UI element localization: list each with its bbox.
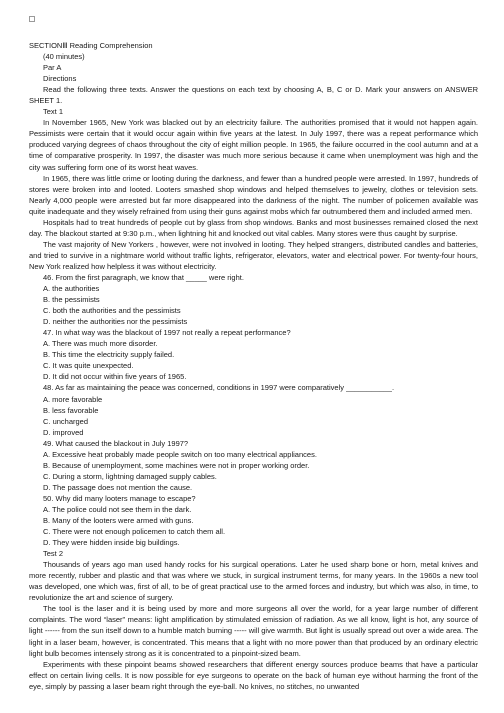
page-corner-mark [29, 16, 35, 22]
answer-option: C. uncharged [43, 416, 89, 426]
answer-option: A. There was much more disorder. [43, 339, 158, 349]
question-stem: 50. Why did many looters manage to escape? [43, 493, 196, 503]
part-label: Par A [43, 63, 62, 73]
text2-paragraph: Thousands of years ago man used handy rocks for his surgical operations. Later he used sharp bone or horn, metal knives and more recently, rubber and plastic and that was where we stuck, in surgical instrument terms, for many years. In the 1960s a new tool was developed, one which was, first of all, to be of great practical use to the armed forces and industry, but which was also, in time, to revolutionize the art and science of surgery. [29, 560, 478, 603]
answer-option: A. The police could not see them in the dark. [43, 504, 192, 514]
section-title: SECTIONⅢ Reading Comprehension [29, 41, 153, 50]
question-stem: 48. As far as maintaining the peace was concerned, conditions in 1997 were comparatively ___________. [43, 383, 395, 393]
answer-option: A. Excessive heat probably made people switch on too many electrical appliances. [43, 449, 317, 459]
question-stem: 49. What caused the blackout in July 1997? [43, 438, 189, 448]
text1-heading: Text 1 [43, 107, 64, 117]
answer-option: B. less favorable [43, 405, 99, 415]
answer-option: C. both the authorities and the pessimists [43, 306, 181, 316]
directions-text: Read the following three texts. Answer the questions on each text by choosing A, B, C or D. Mark your answers on ANSWER SHEET 1. [29, 85, 478, 106]
answer-option: B. the pessimists [43, 295, 100, 305]
answer-option: C. There were not enough policemen to catch them all. [43, 527, 226, 537]
answer-option: A. more favorable [43, 394, 103, 404]
answer-option: D. It did not occur within five years of 1965. [43, 372, 187, 382]
answer-option: D. They were hidden inside big buildings. [43, 538, 180, 548]
text1-paragraph: In November 1965, New York was blacked out by an electricity failure. The authorities promised that it would not happen again. Pessimists were certain that it would occur again within five years at the latest. In July 1997, there was a repeat performance which produced varying degrees of chaos throughout the city of eight million people. In 1965, the failure occurred in the cool autumn and at a time of comparative prosperity. In 1997, the disaster was much more serious because it came when unemployment was high and the city was suffering form one of its worst heat waves. [29, 118, 478, 172]
text2-heading: Test 2 [43, 549, 64, 559]
answer-option: C. During a storm, lightning damaged supply cables. [43, 471, 217, 481]
question-stem: 46. From the first paragraph, we know that _____ were right. [43, 272, 244, 282]
directions-heading: Directions [43, 74, 77, 84]
answer-option: D. The passage does not mention the cause. [43, 482, 193, 492]
answer-option: B. Because of unemployment, some machines were not in proper working order. [43, 460, 310, 470]
time-limit: (40 minutes) [43, 52, 85, 62]
text2-paragraph: The tool is the laser and it is being used by more and more surgeons all over the world, for a year large number of different complaints. The word “laser” means: light amplification by stimulated emission of radiation. As we all know, light is hot, any source of light ------ from the sun itself down to a humble match burning ----- will give warmth. But light is usually spread out over a wide area. The light in a laser beam, however, is concentrated. This means that a light with no more power than that produced by an ordinary electric light bulb becomes intensely strong as it is concentrated to a pinpoint-sized beam. [29, 604, 478, 658]
question-stem: 47. In what way was the blackout of 1997 not really a repeat performance? [43, 328, 291, 338]
text1-paragraph: Hospitals had to treat hundreds of people cut by glass from shop windows. Banks and most businesses remained closed the next day. The blackout started at 9:30 p.m., when lightning hit and knocked out vital cables. Many stores were thus caught by surprise. [29, 217, 478, 238]
text2-paragraph: Experiments with these pinpoint beams showed researchers that different energy sources produce beams that have a particular effect on certain living cells. It is now possible for eye surgeons to operate on the back of human eye without harming the front of the eye, simply by passing a laser beam right through the eye-ball. No knives, no stitches, no unwanted [29, 659, 478, 691]
answer-option: C. It was quite unexpected. [43, 361, 134, 371]
answer-option: B. This time the electricity supply failed. [43, 350, 175, 360]
answer-option: A. the authorities [43, 284, 100, 294]
text1-paragraph: In 1965, there was little crime or looting during the darkness, and fewer than a hundred people were arrested. In 1997, hundreds of stores were broken into and looted. Looters smashed shop windows and helped themselves to jewelry, clothes or television sets. Nearly 4,000 people were arrested but far more disappeared into the darkness of the night. The number of policemen available was quite inadequate and they wisely refrained from using their guns against mobs which far outnumbered them and included armed men. [29, 173, 478, 216]
answer-option: D. neither the authorities nor the pessimists [43, 317, 188, 327]
answer-option: B. Many of the looters were armed with guns. [43, 516, 194, 526]
document-body [29, 40, 478, 692]
text1-paragraph: The vast majority of New Yorkers , however, were not involved in looting. They helped strangers, distributed candles and batteries, and tried to survive in a nightmare world without traffic lights, refrigerator, elevators, water and electrical power. For twenty-four hours, New York realized how helpless it was without electricity. [29, 239, 478, 271]
answer-option: D. improved [43, 427, 84, 437]
